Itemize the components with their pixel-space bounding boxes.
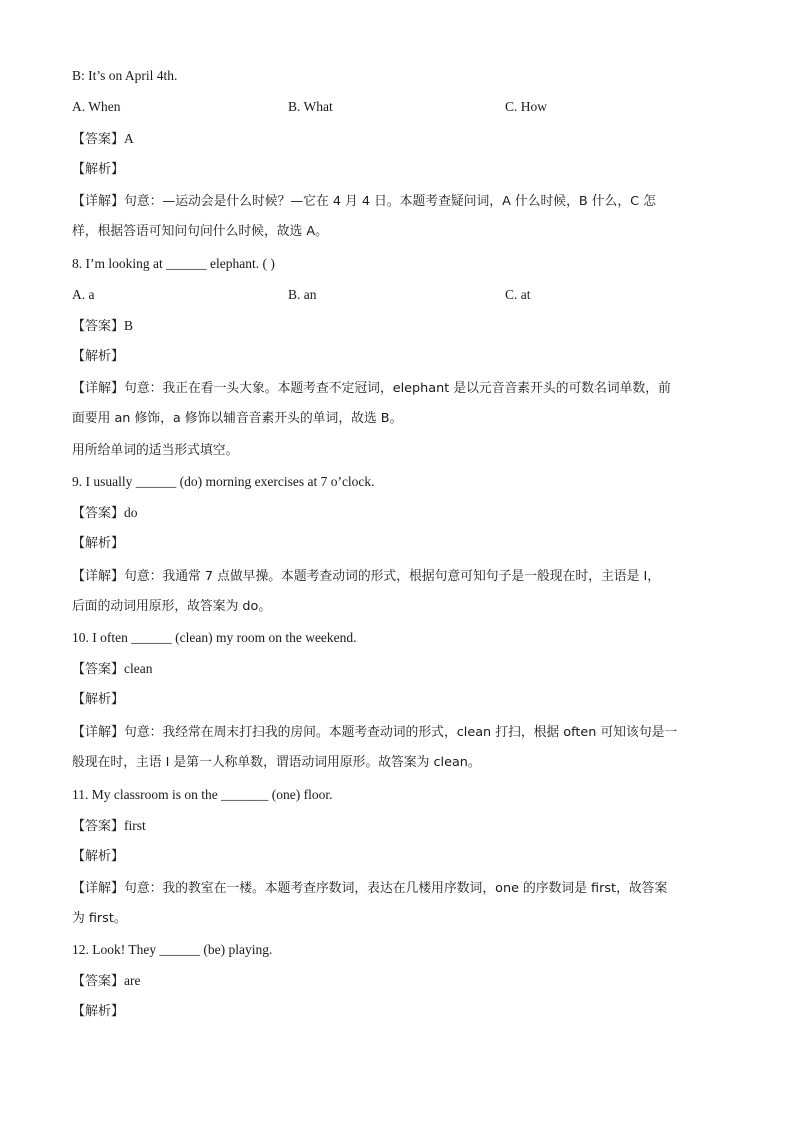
answer-value: are <box>124 973 141 988</box>
q8-detail-line-2: 面要用 an 修饰，a 修饰以辅音音素开头的单词，故选 B。 <box>72 411 403 426</box>
q9-answer <box>72 503 138 524</box>
q10-detail-line-1 <box>72 722 677 743</box>
detail-tag: 【详解】 <box>72 381 125 396</box>
q12-answer <box>72 971 141 992</box>
q9-question: 9. I usually ______ (do) morning exercises at 7 o’clock. <box>72 474 375 489</box>
answer-value: B <box>124 318 134 333</box>
q7-option-b: B. What <box>288 99 333 114</box>
q9-detail-line-2: 后面的动词用原形，故答案为 do。 <box>72 599 272 614</box>
q11-answer <box>72 816 146 837</box>
q7-analysis-tag: 【解析】 <box>72 162 125 177</box>
q9-analysis-tag: 【解析】 <box>72 536 125 551</box>
q7-answer <box>72 129 134 150</box>
answer-tag: 【答案】 <box>72 506 125 521</box>
detail-text: 句意：—运动会是什么时候？—它在 4 月 4 日。本题考查疑问词，A 什么时候，B 什么，C 怎 <box>124 194 656 209</box>
answer-tag: 【答案】 <box>72 319 125 334</box>
q8-option-a: A. a <box>72 287 95 302</box>
q12-question: 12. Look! They ______ (be) playing. <box>72 942 273 957</box>
q8-option-c: C. at <box>505 287 531 302</box>
q11-detail-line-1 <box>72 878 667 899</box>
q7-option-c: C. How <box>505 99 548 114</box>
answer-tag: 【答案】 <box>72 662 125 677</box>
detail-tag: 【详解】 <box>72 194 125 209</box>
answer-value: clean <box>124 661 153 676</box>
q11-question: 11. My classroom is on the _______ (one) floor. <box>72 787 333 802</box>
q10-detail-line-2: 般现在时，主语 I 是第一人称单数，谓语动词用原形。故答案为 clean。 <box>72 755 481 770</box>
q9-detail-line-1 <box>72 566 660 587</box>
answer-tag: 【答案】 <box>72 819 125 834</box>
q10-question: 10. I often ______ (clean) my room on the weekend. <box>72 630 357 645</box>
detail-text: 句意：我的教室在一楼。本题考查序数词，表达在几楼用序数词，one 的序数词是 first，故答案 <box>124 881 668 896</box>
answer-tag: 【答案】 <box>72 974 125 989</box>
q8-option-b: B. an <box>288 287 317 302</box>
section-title: 用所给单词的适当形式填空。 <box>72 443 239 458</box>
q11-detail-line-2: 为 first。 <box>72 911 127 926</box>
q11-analysis-tag: 【解析】 <box>72 849 125 864</box>
q7-detail-line-2: 样，根据答语可知问句问什么时候，故选 A。 <box>72 224 328 239</box>
detail-text: 句意：我通常 7 点做早操。本题考查动词的形式，根据句意可知句子是一般现在时，主语是 I， <box>124 569 661 584</box>
answer-tag: 【答案】 <box>72 132 125 147</box>
detail-tag: 【详解】 <box>72 725 125 740</box>
detail-text: 句意：我正在看一头大象。本题考查不定冠词，elephant 是以元音音素开头的可数名词单数，前 <box>124 381 671 396</box>
q10-answer <box>72 659 153 680</box>
q8-analysis-tag: 【解析】 <box>72 349 125 364</box>
q7-detail-line-1 <box>72 191 656 212</box>
q8-detail-line-1 <box>72 378 671 399</box>
detail-tag: 【详解】 <box>72 569 125 584</box>
detail-tag: 【详解】 <box>72 881 125 896</box>
q10-analysis-tag: 【解析】 <box>72 692 125 707</box>
detail-text: 句意：我经常在周末打扫我的房间。本题考查动词的形式，clean 打扫，根据 often 可知该句是一 <box>124 725 678 740</box>
answer-value: do <box>124 505 138 520</box>
q8-answer <box>72 316 133 337</box>
q12-analysis-tag: 【解析】 <box>72 1004 125 1019</box>
q7-answer-line: B: It’s on April 4th. <box>72 68 178 83</box>
answer-value: first <box>124 818 146 833</box>
q8-question: 8. I’m looking at ______ elephant. ( ) <box>72 256 275 271</box>
answer-value: A <box>124 131 134 146</box>
q7-option-a: A. When <box>72 99 121 114</box>
